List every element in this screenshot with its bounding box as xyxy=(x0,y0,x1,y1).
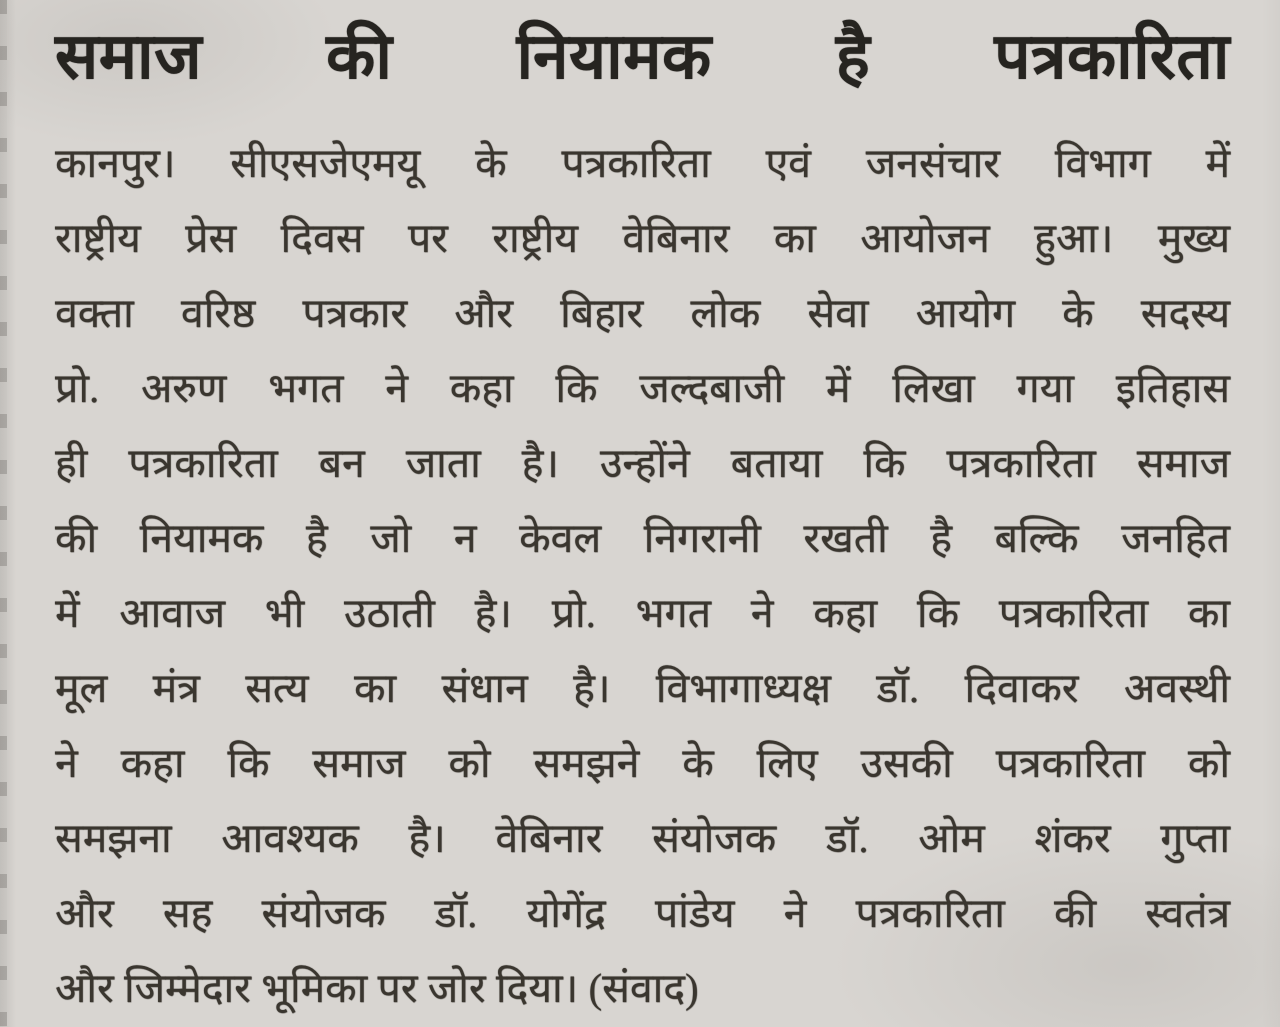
article-body xyxy=(55,126,1230,1026)
body-line: समझना आवश्यक है। वेबिनार संयोजक डॉ. ओम शंकर गुप्ता xyxy=(55,815,1230,862)
body-line: कानपुर। सीएसजेएमयू के पत्रकारिता एवं जनसंचार विभाग में xyxy=(55,140,1230,187)
body-line: वक्ता वरिष्ठ पत्रकार और बिहार लोक सेवा आयोग के सदस्य xyxy=(55,290,1230,337)
body-line: ने कहा कि समाज को समझने के लिए उसकी पत्रकारिता को xyxy=(55,740,1230,787)
body-line: और सह संयोजक डॉ. योगेंद्र पांडेय ने पत्रकारिता की स्वतंत्र xyxy=(55,890,1230,937)
body-line: प्रो. अरुण भगत ने कहा कि जल्दबाजी में लिखा गया इतिहास xyxy=(55,365,1230,412)
body-line: राष्ट्रीय प्रेस दिवस पर राष्ट्रीय वेबिनार का आयोजन हुआ। मुख्य xyxy=(55,215,1230,262)
article-headline: समाज की नियामक है पत्रकारिता xyxy=(55,21,1230,92)
body-line: में आवाज भी उठाती है। प्रो. भगत ने कहा कि पत्रकारिता का xyxy=(55,590,1230,637)
body-line: की नियामक है जो न केवल निगरानी रखती है बल्कि जनहित xyxy=(55,515,1230,562)
body-line: ही पत्रकारिता बन जाता है। उन्होंने बताया कि पत्रकारिता समाज xyxy=(55,440,1230,487)
body-line-last: और जिम्मेदार भूमिका पर जोर दिया। (संवाद) xyxy=(55,965,699,1012)
body-line: मूल मंत्र सत्य का संधान है। विभागाध्यक्ष डॉ. दिवाकर अवस्थी xyxy=(55,665,1230,712)
